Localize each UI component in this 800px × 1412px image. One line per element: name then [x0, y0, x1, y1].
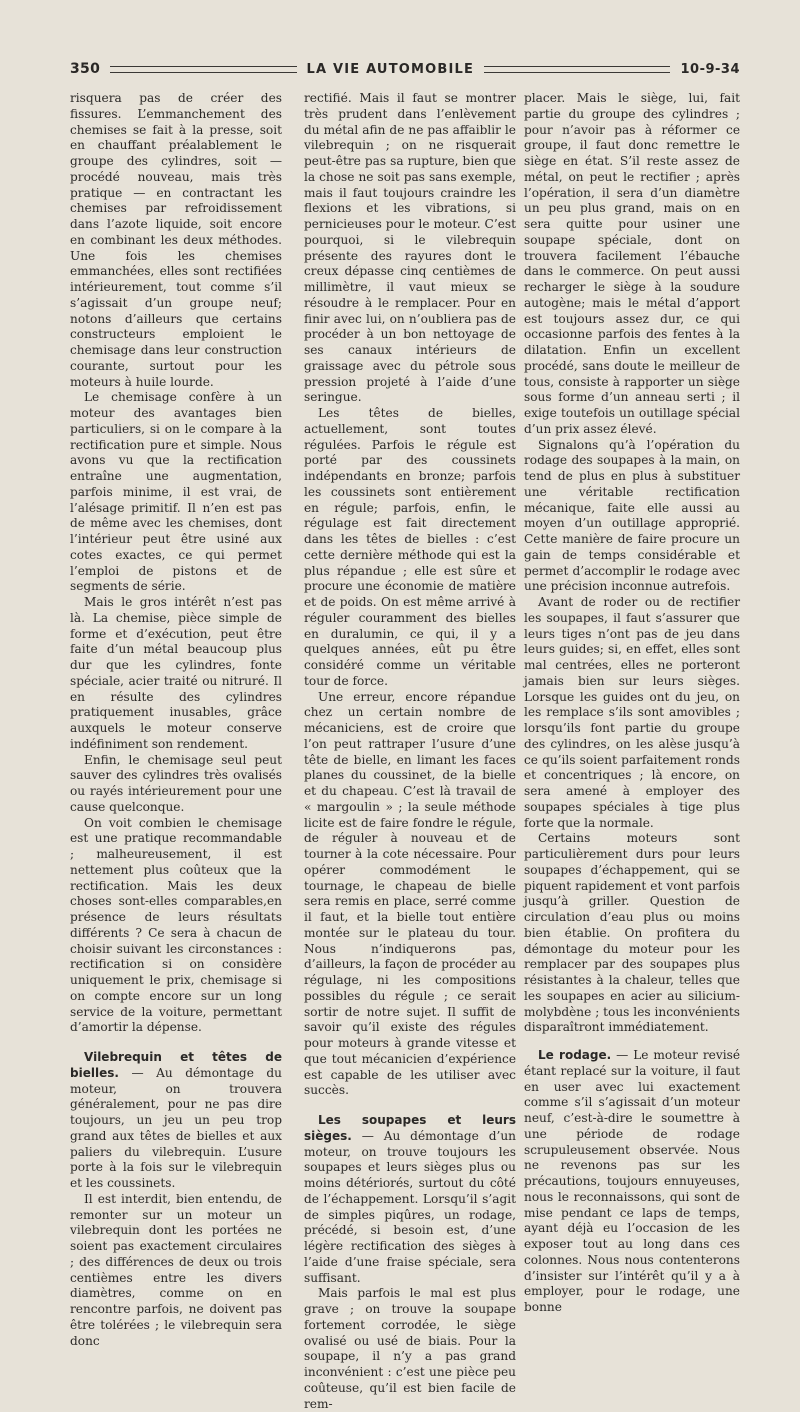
- paragraph: Enfin, le chemisage seul peut sauver des cylindres très ovalisés ou rayés intérieurement pour une cause quelconque.: [70, 752, 282, 814]
- section-rodage: [524, 1048, 740, 1316]
- section-intro-text: — Au démontage du moteur, on trouvera généralement, pour ne pas dire toujours, un jeu un peu trop grand aux têtes de bielles et aux paliers du vilebrequin. L’usure porte à la fois sur le vilebrequin et les coussinets.: [70, 1065, 282, 1190]
- paragraph: risquera pas de créer des fissures. L’emmanchement des chemises se fait à la presse, soit en chauffant préalablement le groupe des cylindres, soit — procédé nouveau, mais très pratique — en contractant les chemises par refroidissement dans l’azote liquide, soit encore en combinant les deux méthodes. Une fois les chemises emmanchées, elles sont rectifiées intérieurement, tout comme s’il s’agissait d’un groupe neuf; notons d’ailleurs que certains constructeurs emploient le chemisage dans leur construction courante, surtout pour les moteurs à huile lourde.: [70, 91, 282, 389]
- section-intro-text: — Au démontage d’un moteur, on trouve toujours les soupapes et leurs sièges plus ou moins détériorés, surtout du côté de l’échappement. Lorsqu’il s’agit de simples piqûres, un rodage, précédé, si besoin est, d’une légère rectification des sièges à l’aide d’une fraise spéciale, sera suffisant.: [304, 1128, 516, 1285]
- paragraph: On voit combien le chemisage est une pratique recommandable ; malheureusement, il est nettement plus coûteux que la rectification. Mais les deux choses sont-elles comparables,en présence de leurs résultats différents ? Ce sera à chacun de choisir suivant les circonstances : rectification si on considère uniquement le prix, chemisage si on compte encore sur un long service de la voiture, permettant d’amortir la dépense.: [70, 815, 282, 1035]
- paragraph: Mais le gros intérêt n’est pas là. La chemise, pièce simple de forme et d’exécution, peut être faite d’un métal beaucoup plus dur que les cylindres, fonte spéciale, acier traité ou nitruré. Il en résulte des cylindres pratiquement inusables, grâce auxquels le moteur conserve indéfiniment son rendement.: [70, 595, 282, 751]
- paragraph: Le chemisage confère à un moteur des avantages bien particuliers, si on le compare à la rectification pure et simple. Nous avons vu que la rectification entraîne une augmentation, parfois minime, il est vrai, de l’alésage primitif. Il n’en est pas de même avec les chemises, dont l’intérieur peut être usiné aux cotes exactes, ce qui permet l’emploi de pistons et de segments de série.: [70, 390, 282, 594]
- paragraph: Mais parfois le mal est plus grave ; on trouve la soupape fortement corrodée, le siège ovalisé ou usé de biais. Pour la soupape, il n’y a pas grand inconvénient : c’est une pièce peu coûteuse, qu’il est bien facile de rem-: [304, 1286, 516, 1411]
- text-column-2: [304, 91, 516, 1411]
- header-rule-right: [484, 66, 670, 73]
- section-heading: Vilebrequin et têtes de bielles.: [70, 1050, 282, 1080]
- paragraph: Signalons qu’à l’opération du rodage des soupapes à la main, on tend de plus en plus à substituer une véritable rectification mécanique, faite elle aussi au moyen d’un outillage approprié. Cette manière de faire procure un gain de temps considérable et permet d’accomplir le rodage avec une précision inconnue autrefois.: [524, 437, 740, 594]
- paragraph: Une erreur, encore répandue chez un certain nombre de mécaniciens, est de croire que l’on peut rattraper l’usure d’une tête de bielle, en limant les faces planes du coussinet, de la bielle et du chapeau. C’est là travail de « margoulin » ; la seule méthode licite est de faire fondre le régule, de réguler à nouveau et de tourner à la cote nécessaire. Pour opérer commodément le tournage, le chapeau de bielle sera remis en place, serré comme il faut, et la bielle tout entière montée sur le plateau du tour. Nous n’indiquerons pas, d’ailleurs, la façon de procéder au régulage, ni les compositions possibles du régule ; ce serait sortir de notre sujet. Il suffit de savoir qu’il existe des régules pour moteurs à grande vitesse et que tout mécanicien d’expérience est capable de les utiliser avec succès.: [304, 689, 516, 1098]
- paragraph: Certains moteurs sont particulièrement durs pour leurs soupapes d’échappement, qui se piquent rapidement et vont parfois jusqu’à griller. Question de circulation d’eau plus ou moins bien établie. On profitera du démontage du moteur pour les remplacer par des soupapes plus résistantes à la chaleur, telles que les soupapes en acier au silicium-molybdène ; tous les inconvénients disparaîtront immédiatement.: [524, 831, 740, 1035]
- section-heading: Le rodage.: [538, 1048, 612, 1062]
- paragraph: Les têtes de bielles, actuellement, sont toutes régulées. Parfois le régule est porté par des coussinets indépendants en bronze; parfois les coussinets sont entièrement en régule; parfois, enfin, le régulage est fait directement dans les têtes de bielles : c’est cette dernière méthode qui est la plus répandue ; elle est sûre et procure une économie de matière et de poids. On est même arrivé à réguler couramment des bielles en duralumin, ce qui, il y a quelques années, eût pu être considéré comme un véritable tour de force.: [304, 406, 516, 688]
- paragraph: Avant de roder ou de rectifier les soupapes, il faut s’assurer que leurs tiges n’ont pas de jeu dans leurs guides; si, en effet, elles sont mal centrées, elles ne porteront jamais bien sur leurs sièges. Lorsque les guides ont du jeu, on les remplace s’ils sont amovibles ; lorsqu’ils font partie du groupe des cylindres, on les alèse jusqu’à ce qu’ils soient parfaitement ronds et concentriques ; là encore, on sera amené à employer des soupapes spéciales à tige plus forte que la normale.: [524, 595, 740, 830]
- journal-title: LA VIE AUTOMOBILE: [306, 61, 475, 77]
- page-header: [70, 58, 740, 80]
- section-soupapes: [304, 1113, 516, 1286]
- section-vilebrequin: [70, 1050, 282, 1192]
- header-rule-left: [110, 66, 296, 73]
- section-intro-text: — Le moteur revisé étant replacé sur la voiture, il faut en user avec lui exactement comme s’il s’agissait d’un moteur neuf, c’est-à-dire le soumettre à une période de rodage scrupuleusement observée. Nous ne revenons pas sur les précautions, toujours ennuyeuses, nous le reconnaissons, qui sont de mise pendant ce laps de temps, ayant déjà eu l’occasion de les exposer tout au long dans ces colonnes. Nous nous contenterons d’insister sur l’intérêt qu’il y a à employer, pour le rodage, une bonne: [524, 1048, 741, 1314]
- page-number: 350: [70, 61, 101, 77]
- text-column-1: [70, 91, 282, 1348]
- section-heading: Les soupapes et leurs sièges.: [304, 1113, 516, 1143]
- paragraph: Il est interdit, bien entendu, de remonter sur un moteur un vilebrequin dont les portées ne soient pas exactement circulaires ; des différences de deux ou trois centièmes entre les divers diamètres, comme on en rencontre parfois, ne doivent pas être tolérées ; le vilebrequin sera donc: [70, 1191, 282, 1348]
- paragraph: rectifié. Mais il faut se montrer très prudent dans l’enlèvement du métal afin de ne pas affaiblir le vilebrequin ; on ne risquerait peut-être pas sa rupture, bien que la chose ne soit pas sans exemple, mais il faut toujours craindre les flexions et les vibrations, si pernicieuses pour le moteur. C’est pourquoi, si le vilebrequin présente des rayures dont le creux dépasse cinq centièmes de millimètre, il vaut mieux se résoudre à le remplacer. Pour en finir avec lui, on n’oubliera pas de procéder à un bon nettoyage de ses canaux intérieurs de graissage avec du pétrole sous pression projeté à l’aide d’une seringue.: [304, 91, 516, 405]
- text-column-3: [524, 91, 741, 1314]
- issue-date: 10-9-34: [680, 61, 741, 77]
- paragraph: placer. Mais le siège, lui, fait partie du groupe des cylindres ; pour n’avoir pas à réformer ce groupe, il faut donc remettre le siège en état. S’il reste assez de métal, on peut le rectifier ; après l’opération, il sera d’un diamètre un peu plus grand, mais on en sera quitte pour usiner une soupape spéciale, dont on trouvera facilement l’ébauche dans le commerce. On peut aussi recharger le siège à la soudure autogène; mais le métal d’apport est toujours assez dur, ce qui occasionne parfois des fentes à la dilatation. Enfin un excellent procédé, sans doute le meilleur de tous, consiste à rapporter un siège sous forme d’un anneau serti ; il exige toutefois un outillage spécial d’un prix assez élevé.: [524, 91, 740, 436]
